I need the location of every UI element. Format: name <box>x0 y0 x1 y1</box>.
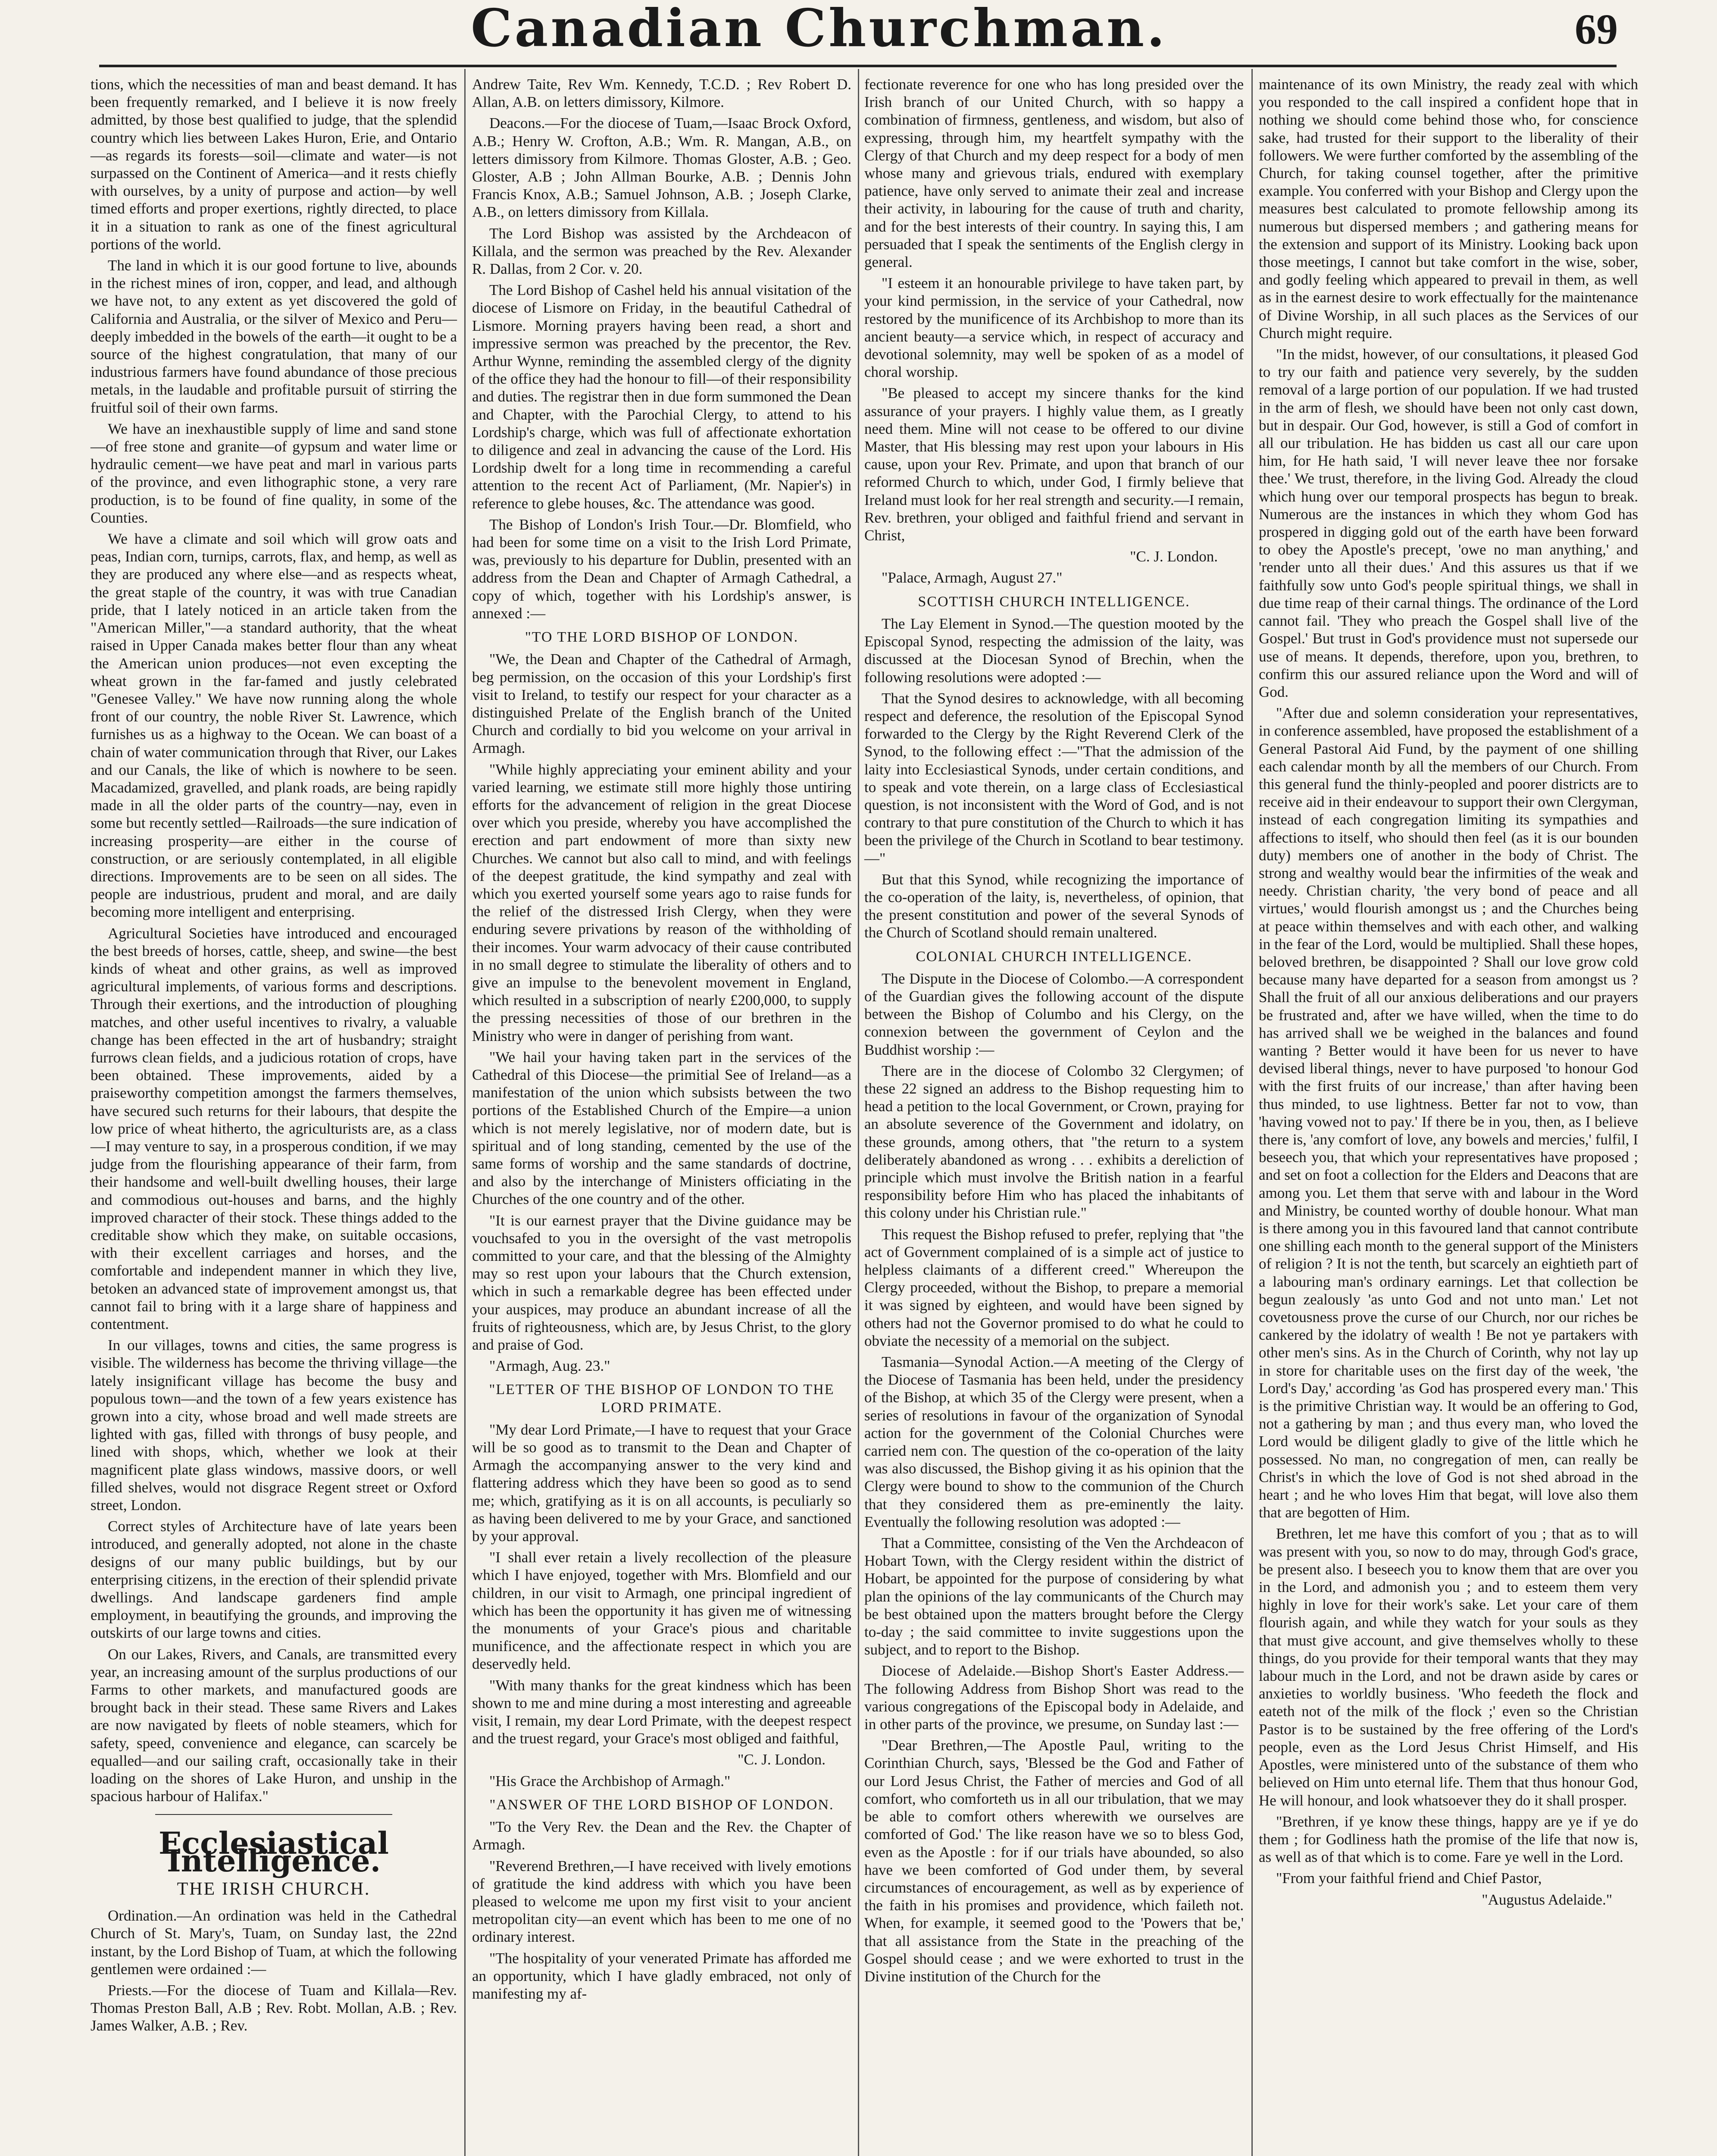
paragraph: That a Committee, consisting of the Ven the Archdeacon of Hobart Town, with the Clergy resident within the district of Hobart, be appointed for the purpose of considering by what plan the opinions of the lay communicants of the Church may be best obtained upon the matters brought before the Clergy to-day ; the said committee to invite suggestions upon the subject, and to report to the Bishop. <box>864 1535 1244 1658</box>
paragraph: "Palace, Armagh, August 27." <box>882 569 1063 586</box>
paragraph: "It is our earnest prayer that the Divine guidance may be vouchsafed to you in the oversight of the vast metropolis committed to your care, and that the blessing of the Almighty may so rest upon your labours that the Church extension, which in such a remarkable degree has been effected under your auspices, may produce an abundant increase of all the fruits of righteousness, which are, by Jesus Christ, to the glory and praise of God. <box>472 1212 851 1354</box>
paragraph: "The hospitality of your venerated Primate has afforded me an opportunity, which I have gladly embraced, not only of manifesting my af- <box>472 1949 851 2002</box>
paragraph: "After due and solemn consideration your representatives, in conference assembled, have proposed the establishment of a General Pastoral Aid Fund, by the payment of one shilling each calendar month by all the members of our Church. From this general fund the thinly-peopled and poorer districts are to receive aid in their endeavour to support their own Clergyman, instead of each congregation limiting its sympathies and affections to itself, who should then feel (as it is our bounden duty) members one of another in the body of Christ. The strong and wealthy would bear the infirmities of the weak and needy. Christian charity, 'the very bond of peace and all virtues,' would flourish amongst us ; and the Churches being at peace within themselves and with each other, and walking in the fear of the Lord, would be multiplied. Shall these hopes, beloved brethren, be disappointed ? Shall our love grow cold because many have departed for a season from amongst us ? Shall the fruit of all our anxious deliberations and our prayers be frustrated and, after we have willed, when the time to do has arrived shall we be weighed in the balances and found wanting ? Better would it have been for us never to have devised liberal things, never to have purposed 'to honour God with the first fruits of our increase,' than after having been thus minded, to use lightness. Better far not to vow, than 'having vowed not to pay.' If there be in you, then, as I believe there is, 'any comfort of love, any bowels and mercies,' fulfil, I beseech you, that which your representatives have proposed ; and set on foot a collection for the Elders and Deacons that are among you. Let them that serve with and labour in the Word and Ministry, be counted worthy of double honour. What man is there among you in this favoured land that cannot contribute one shilling each month to the general support of the Ministers of religion ? It is not the tenth, but scarcely an eightieth part of a labouring man's ordinary earnings. Let that collection be begun zealously 'as unto God and not unto man.' Let not covetousness prove the curse of our Church, nor our riches be cankered by the idolatry of wealth ! Be not ye partakers with other men's sins. As in the Church of Corinth, why not lay up in store for charitable uses on the first day of the week, 'the Lord's Day,' according 'as God has prospered every man.' This is the primitive Christian way. It would be an offering to God, not a gathering by man ; and thus every man, who loved the Lord would be diligent gladly to give of the little which he possessed. No man, no congregation of men, can really be Christ's in which the love of God is not shed abroad in the heart ; and he who loves Him that begat, will love also them that are begotten of Him. <box>1259 705 1638 1521</box>
paragraph: "While highly appreciating your eminent ability and your varied learning, we estimate still more highly those untiring efforts for the advancement of religion in the great Diocese over which you preside, whereby you have accomplished the erection and part endowment of more than sixty new Churches. We cannot but also call to mind, and with feelings of the deepest gratitude, the kind sympathy and zeal with which you exerted yourself some years ago to raise funds for the relief of the distressed Irish Clergy, when they were enduring severe privations by reason of the withholding of their incomes. Your warm advocacy of their cause contributed in no small degree to stimulate the liberality of others and to give an impulse to the benevolent movement in England, which resulted in a subscription of nearly £200,000, to supply the pressing necessities of those of our brethren in the Ministry who were in danger of perishing from want. <box>472 761 851 1044</box>
column-divider <box>1251 69 1253 2156</box>
newspaper-title: Canadian Churchman. <box>471 0 1167 59</box>
paragraph: "His Grace the Archbishop of Armagh." <box>489 1772 731 1789</box>
paragraph: "We hail your having taken part in the services of the Cathedral of this Diocese—the primitial See of Ireland—as a manifestation of the union which subsists between the two portions of the Established Church of the Empire—a union which is not merely legislative, nor of modern date, but is spiritual and of long standing, cemented by the use of the same forms of worship and the same standards of doctrine, and also by the interchange of Ministers officiating in the Churches of the one country and of the other. <box>472 1048 851 1208</box>
paragraph: "Armagh, Aug. 23." <box>489 1357 610 1375</box>
paragraph: Diocese of Adelaide.—Bishop Short's Easter Address.—The following Address from Bishop Short was read to the various congregations of the Episcopal body in Adelaide, and in other parts of the province, we presume, on Sunday last :— <box>864 1662 1244 1733</box>
paragraph: "Dear Brethren,—The Apostle Paul, writing to the Corinthian Church, says, 'Blessed be the God and Father of our Lord Jesus Christ, the Father of mercies and God of all comfort, who comforteth us in all our tribulation, that we may be able to comfort others wherewith we ourselves are comforted of God.' The like reason have we so to bless God, even as the Apostle : for if our trials have abounded, so also have we been comforted of God under them, by several circumstances of encouragement, as well as by experience of the faith in his promises and providence, which faileth not. When, for example, it seemed good to the 'Powers that be,' that all assistance from the State in the preaching of the Gospel should cease ; and we were exhorted to trust in the Divine institution of the Church for the <box>864 1737 1244 1985</box>
column-divider <box>464 69 466 2156</box>
signature: "C. J. London. <box>738 1751 826 1768</box>
paragraph: There are in the diocese of Colombo 32 Clergymen; of these 22 signed an address to the Bishop requesting him to head a petition to the local Government, or Crown, praying for an absolute severence of the Government and idolatry, on these grounds, among others, that "the return to a system deliberately abandoned as wrong . . . exhibits a dereliction of principle which must involve the British nation in a fearful responsibility before Him who has placed the inhabitants of this colony under his Christian rule." <box>864 1062 1244 1222</box>
paragraph: Agricultural Societies have introduced and encouraged the best breeds of horses, cattle, sheep, and swine—the best kinds of wheat and other grains, as well as improved agricultural implements, of various forms and descriptions. Through their exertions, and the introduction of ploughing matches, and other useful incentives to rivalry, a valuable change has been effected in the art of husbandry; straight furrows clean fields, and a judicious rotation of crops, have been obtained. These improvements, aided by a praiseworthy competition amongst the farmers themselves, have secured such returns for their labours, that despite the low price of wheat hitherto, the agriculturists are, as a class—I may venture to say, in a prosperous condition, if we may judge from the flourishing appearance of their farm, from their handsome and well-built dwelling houses, their large and commodious out-houses and barns, and the highly improved character of their stock. These things added to the creditable show which they make, on suitable occasions, with their excellent carriages and horses, and the comfortable and independent manner in which they live, betoken an advanced state of improvement amongst us, that cannot fail to bring with it a large share of happiness and contentment. <box>91 924 457 1333</box>
article-heading: SCOTTISH CHURCH INTELLIGENCE. <box>918 593 1190 610</box>
article-heading: "ANSWER OF THE LORD BISHOP OF LONDON. <box>489 1796 834 1813</box>
signature: "C. J. London. <box>1130 548 1218 565</box>
article-heading: COLONIAL CHURCH INTELLIGENCE. <box>916 948 1192 965</box>
paragraph: "With many thanks for the great kindness which has been shown to me and mine during a most interesting and agreeable visit, I remain, my dear Lord Primate, with the deepest respect and the truest regard, your Grace's most obliged and faithful, <box>472 1677 851 1747</box>
paragraph: "Be pleased to accept my sincere thanks for the kind assurance of your prayers. I highly value them, as I greatly need them. Mine will not cease to be offered to our divine Master, that His blessing may rest upon your labours in His cause, upon your Rev. Primate, and upon that branch of our reformed Church to which, under God, I firmly believe that Ireland must look for her real strength and security.—I remain, Rev. brethren, your obliged and faithful friend and servant in Christ, <box>864 385 1244 544</box>
paragraph: "I shall ever retain a lively recollection of the pleasure which I have enjoyed, together with Mrs. Blomfield and our children, in our visit to Armagh, one principal ingredient of which has been the opportunity it has given me of witnessing the monuments of your Grace's pious and charitable munificence, and the affectionate respect in which you are deservedly held. <box>472 1549 851 1673</box>
column-divider <box>858 69 859 2156</box>
paragraph: Deacons.—For the diocese of Tuam,—Isaac Brock Oxford, A.B.; Henry W. Crofton, A.B.; Wm. R. Mangan, A.B., on letters dimissory from Kilmore. Thomas Gloster, A.B. ; Geo. Gloster, A.B ; John Allman Bourke, A.B. ; Dennis John Francis Knox, A.B.; Samuel Johnson, A.B. ; Joseph Clarke, A.B., on letters dimissory from Killala. <box>472 115 851 221</box>
paragraph: This request the Bishop refused to prefer, replying that "the act of Government complained of is a simple act of justice to helpless claimants of a different creed." Whereupon the Clergy proceeded, without the Bishop, to prepare a memorial it was signed by eighteen, and would have been signed by others had not the Governor promised to do what he could to obviate the necessity of a memorial on the subject. <box>864 1225 1244 1349</box>
paragraph: The land in which it is our good fortune to live, abounds in the richest mines of iron, copper, and lead, and although we have not, to any extent as yet discovered the gold of California and Australia, or the silver of Mexico and Peru—deeply imbedded in the bowels of the earth—it ought to be a source of the highest congratulation, that many of our industrious farmers have found abundance of those precious metals, in the laudable and profitable pursuit of stirring the fruitful soil of their own farms. <box>91 257 457 416</box>
column-4 <box>1259 75 1638 2156</box>
paragraph: "Brethren, if ye know these things, happy are ye if ye do them ; for Godliness hath the promise of the life that now is, as well as of that which is to come. Fare ye well in the Lord. <box>1259 1813 1638 1866</box>
paragraph: Correct styles of Architecture have of late years been introduced, and generally adopted, not alone in the chaste designs of our many public buildings, but by our enterprising citizens, in the erection of their splendid private dwellings. And landscape gardeners find ample employment, in beautifying the grounds, and improving the outskirts of our large towns and cities. <box>91 1518 457 1642</box>
paragraph: The Lord Bishop of Cashel held his annual visitation of the diocese of Lismore on Friday, in the beautiful Cathedral of Lismore. Morning prayers having been read, a short and impressive sermon was preached by the precentor, the Rev. Arthur Wynne, reminding the assembled clergy of the dignity of the office they had the honour to fill—of their responsibility and duties. The registrar then in due form summoned the Dean and Chapter, with the Parochial Clergy, to attend to his Lordship's charge, which was full of affectionate exhortation to diligence and zeal in advancing the cause of the Lord. His Lordship dwelt for a long time in recommending a careful attention to the recent Act of Parliament, (Mr. Napier's) in reference to glebe houses, &c. The attendance was good. <box>472 282 851 512</box>
paragraph: The Lay Element in Synod.—The question mooted by the Episcopal Synod, respecting the admission of the laity, was discussed at the Diocesan Synod of Brechin, when the following resolutions were adopted :— <box>864 615 1244 686</box>
paragraph: "Reverend Brethren,—I have received with lively emotions of gratitude the kind address with which you have been pleased to welcome me upon my first visit to your ancient metropolitan city—an event which has been to me one of no ordinary interest. <box>472 1857 851 1946</box>
paragraph: On our Lakes, Rivers, and Canals, are transmitted every year, an increasing amount of the surplus productions of our Farms to other markets, and manufactured goods are brought back in their stead. These same Rivers and Lakes are now navigated by fleets of noble steamers, which for safety, speed, convenience and elegance, can scarcely be equalled—and our sailing craft, occasionally take in their loading on the shores of Lake Huron, and unship in the spacious harbour of Halifax." <box>91 1645 457 1805</box>
page-number: 69 <box>1575 5 1618 53</box>
paragraph: Tasmania—Synodal Action.—A meeting of the Clergy of the Diocese of Tasmania has been held, under the presidency of the Bishop, at which 35 of the Clergy were present, when a series of resolutions in favour of the organization of Synodal action for the government of the Colonial Churches were carried nem con. The question of the co-operation of the laity was also discussed, the Bishop giving it as his opinion that the Clergy were bound to show to the communion of the Church that they considered them as pre-eminently the laity. Eventually the following resolution was adopted :— <box>864 1354 1244 1530</box>
paragraph: "My dear Lord Primate,—I have to request that your Grace will be so good as to transmit to the Dean and Chapter of Armagh the accompanying answer to the very kind and flattering address which they have been so good as to send me; which, gratifying as it is on all accounts, is peculiarly so as having been delivered to me by your Grace, and sanctioned by your approval. <box>472 1421 851 1545</box>
paragraph: Andrew Taite, Rev Wm. Kennedy, T.C.D. ; Rev Robert D. Allan, A.B. on letters dimissory, Kilmore. <box>472 76 851 111</box>
paragraph: We have an inexhaustible supply of lime and sand stone—of free stone and granite—of gypsum and water lime or hydraulic cement—we have peat and marl in various parts of the province, and even lithographic stone, a very rare production, is to be found of fine quality, in some of the Counties. <box>91 420 457 526</box>
paragraph: We have a climate and soil which will grow oats and peas, Indian corn, turnips, carrots, flax, and hemp, as well as they are produced any where else—and as respects wheat, the great staple of the country, it was with true Canadian pride, that I lately noticed in an article taken from the "American Miller,"—a standard authority, that the wheat raised in Upper Canada makes better flour than any wheat the American union produces—not even excepting the wheat grown in the far-famed and justly celebrated "Genesee Valley." We have now running along the whole front of our country, the noble River St. Lawrence, which furnishes us as a highway to the Ocean. We can boast of a chain of water communication through that River, our Lakes and our Canals, the like of which is nowhere to be seen. Macadamized, gravelled, and plank roads, are being rapidly made in all the older parts of the country—nay, even in some but recently settled—Railroads—the sure indication of increasing prosperity—are either in the course of construction, or are seriously contemplated, in all eligible directions. Improvements are to be seen on all sides. The people are industrious, prudent and moral, and are daily becoming more intelligent and enterprising. <box>91 530 457 921</box>
column-2 <box>472 75 851 2156</box>
paragraph: fectionate reverence for one who has long presided over the Irish branch of our United Church, with so happy a combination of firmness, gentleness, and wisdom, but also of expressing, through him, my heartfelt sympathy with the Clergy of that Church and my deep respect for a body of men whose many and grievous trials, endured with exemplary patience, have only served to animate their zeal and increase their activity, in labouring for the cause of truth and charity, and for the best interests of their country. In saying this, I am persuaded that I speak the sentiments of the English clergy in general. <box>864 76 1244 271</box>
paragraph: "We, the Dean and Chapter of the Cathedral of Armagh, beg permission, on the occasion of this your Lordship's first visit to Ireland, to testify our respect for your character as a distinguished Prelate of the English branch of the United Church and cordially to bid you welcome on your arrival in Armagh. <box>472 651 851 757</box>
paragraph: tions, which the necessities of man and beast demand. It has been frequently remarked, and I believe it is now freely admitted, by those best qualified to judge, that the splendid country which lies between Lakes Huron, Erie, and Ontario—as regards its forests—soil—climate and water—is not surpassed on the Continent of America—and it rests chiefly with ourselves, by a unity of purpose and action—by well timed efforts and proper exertions, rightly directed, to place it in a situation to rank as one of the finest agricultural portions of the world. <box>91 76 457 253</box>
column-1 <box>91 75 457 2156</box>
paragraph: That the Synod desires to acknowledge, with all becoming respect and deference, the resolution of the Episcopal Synod forwarded to the Clergy by the Right Reverend Clerk of the Synod, to the following effect :—"That the admission of the laity into Ecclesiastical Synods, under certain conditions, and to speak and vote therein, on a large class of Ecclesiastical question, is not inconsistent with the Word of God, and is not contrary to that pure constitution of the Church to which it has been the privilege of the Church in Scotland to bear testimony.—" <box>864 689 1244 867</box>
paragraph: The Lord Bishop was assisted by the Archdeacon of Killala, and the sermon was preached by the Rev. Alexander R. Dallas, from 2 Cor. v. 20. <box>472 225 851 278</box>
paragraph: Ordination.—An ordination was held in the Cathedral Church of St. Mary's, Tuam, on Sunday last, the 22nd instant, by the Lord Bishop of Tuam, at which the following gentlemen were ordained :— <box>91 1907 457 1977</box>
section-heading: Ecclesiastical Intelligence. <box>159 1825 389 1879</box>
paragraph: maintenance of its own Ministry, the ready zeal with which you responded to the call inspired a confident hope that in nothing we should come behind those who, for conscience sake, had trusted for their support to the liberality of their followers. We were further comforted by the assembling of the Church, for taking counsel together, after the primitive example. You conferred with your Bishop and Clergy upon the measures best calculated to promote fellowship among its numerous but dispersed members ; and gathering means for the extension and support of its Ministry. Looking back upon those meetings, I cannot but take comfort in the wise, sober, and godly feeling which appeared to prevail in them, as well as in the earnest desire to work effectually for the maintenance of Divine Worship, in all such places as the Services of our Church might require. <box>1259 76 1638 342</box>
section-rule <box>155 1814 392 1815</box>
paragraph: "I esteem it an honourable privilege to have taken part, by your kind permission, in the service of your Cathedral, now restored by the munificence of its Archbishop to more than its ancient beauty—a service which, in respect of accuracy and devotional solemnity, may well be spoken of as a model of choral worship. <box>864 275 1244 381</box>
article-heading: "TO THE LORD BISHOP OF LONDON. <box>525 629 799 646</box>
paragraph: "In the midst, however, of our consultations, it pleased God to try our faith and patience very severely, by the sudden removal of a large portion of our population. If we had trusted in the arm of flesh, we should have been not only cast down, but in despair. Our God, however, is still a God of comfort in all our tribulation. He has bidden us cast all our care upon him, for He hath said, 'I will never leave thee nor forsake thee.' We trust, therefore, in the living God. Already the cloud which hung over our temporal prospects has begun to break. Numerous are the instances in which they whom God has prospered in digging gold out of the earth have been forward to obey the Apostle's precept, 'owe no man anything,' and 'render unto all their dues.' And this assures us that if we faithfully sow unto God's people spiritual things, we shall in due time reap of their carnal things. The ordinance of the Lord cannot fail. 'They who preach the Gospel shall live of the Gospel.' But trust in God's providence must not supersede our use of means. It depends, therefore, upon you, brethren, to confirm this our assured reliance upon the Word and will of God. <box>1259 346 1638 700</box>
paragraph: The Bishop of London's Irish Tour.—Dr. Blomfield, who had been for some time on a visit to the Irish Lord Primate, was, previously to his departure for Dublin, presented with an address from the Dean and Chapter of Armagh Cathedral, a copy of which, together with his Lordship's answer, is annexed :— <box>472 516 851 622</box>
paragraph: Priests.—For the diocese of Tuam and Killala—Rev. Thomas Preston Ball, A.B ; Rev. Robt. Mollan, A.B. ; Rev. James Walker, A.B. ; Rev. <box>91 1981 457 2034</box>
paragraph: The Dispute in the Diocese of Colombo.—A correspondent of the Guardian gives the following account of the dispute between the Bishop of Columbo and his Clergy, on the connexion between the government of Ceylon and the Buddhist worship :— <box>864 970 1244 1058</box>
masthead <box>0 0 1717 60</box>
subsection-heading: THE IRISH CHURCH. <box>177 1879 371 1899</box>
paragraph: But that this Synod, while recognizing the importance of the co-operation of the laity, is, nevertheless, of opinion, that the present constitution and power of the several Synods of the Church of Scotland should remain unaltered. <box>864 871 1244 941</box>
paragraph: "To the Very Rev. the Dean and the Rev. the Chapter of Armagh. <box>472 1818 851 1853</box>
article-heading: "LETTER OF THE BISHOP OF LONDON TO THE LORD PRIMATE. <box>489 1382 835 1416</box>
column-3 <box>864 75 1244 2156</box>
signature: "Augustus Adelaide." <box>1482 1891 1612 1908</box>
paragraph: Brethren, let me have this comfort of you ; that as to will was present with you, so now to do may, through God's grace, be present also. I beseech you to know them that are over you in the Lord, and admonish you ; and to esteem them very highly in love for their work's sake. Let your care of them flourish again, and while they watch for your souls as they that must give account, and give themselves wholly to these things, do you provide for their temporal wants that they may labour much in the Lord, and not be drawn aside by cares or anxieties to worldly business. 'Who feedeth the flock and eateth not of the milk of the flock ;' even so the Christian Pastor is to be sustained by the free offering of the Lord's people, even as the Lord Jesus Christ Himself, and His Apostles, were ministered unto of the substance of them who believed on Him unto eternal life. Them that thus honour God, He will honour, and look whatsoever they do it shall prosper. <box>1259 1525 1638 1809</box>
header-rule <box>99 65 1617 67</box>
paragraph: "From your faithful friend and Chief Pastor, <box>1276 1870 1542 1887</box>
paragraph: In our villages, towns and cities, the same progress is visible. The wilderness has become the thriving village—the lately insignificant village has become the busy and populous town—and the town of a few years existence has grown into a city, whose broad and well made streets are lighted with gas, filled with throngs of busy people, and lined with shops, which, whether we look at their magnificent plate glass windows, massive doors, or well filled shelves, would not disgrace Regent street or Oxford street, London. <box>91 1337 457 1514</box>
